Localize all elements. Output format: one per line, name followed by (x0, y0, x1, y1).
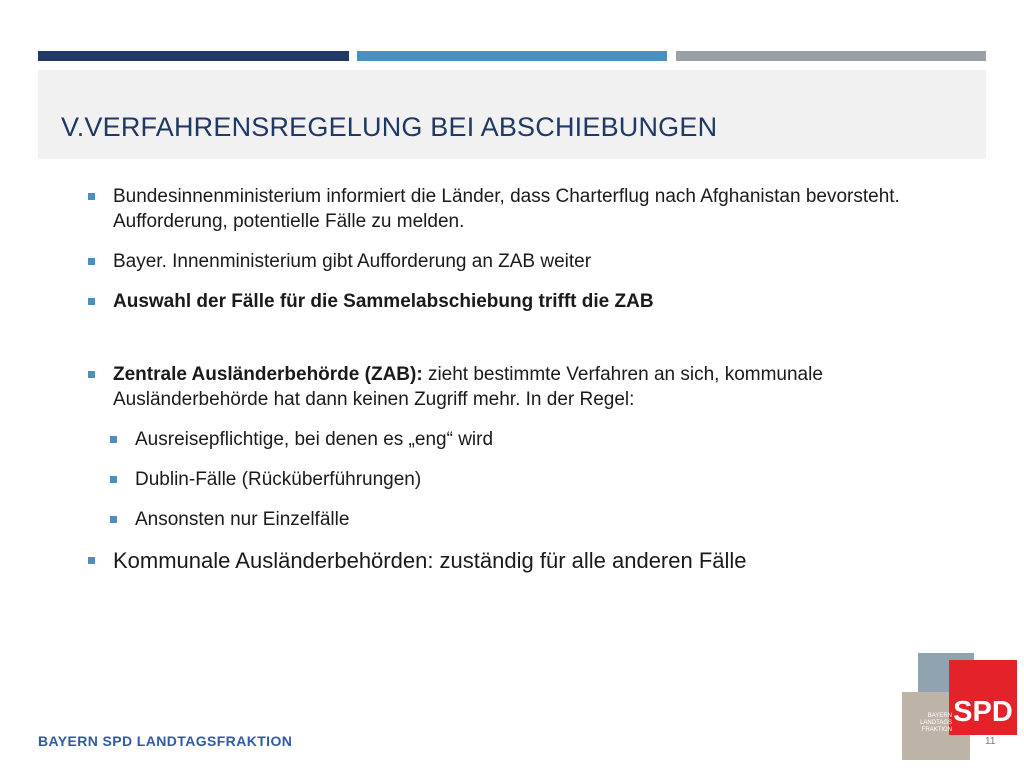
bullet-text: Auswahl der Fälle für die Sammelabschiebung trifft die ZAB (113, 291, 654, 312)
logo-caption-line: FRAKTION (921, 727, 952, 733)
logo-caption-line: LANDTAGS (920, 720, 952, 726)
bullet-list (86, 184, 946, 575)
bullet-square-icon (88, 557, 95, 564)
bullet-square-icon (110, 516, 117, 523)
bullet-square-icon (110, 436, 117, 443)
bullet-square-icon (110, 476, 117, 483)
bullet-text: Bayer. Innenministerium gibt Aufforderung an ZAB weiter (113, 251, 592, 272)
page-number: 11 (985, 736, 996, 747)
bullet-text: Bundesinnenministerium informiert die Länder, dass Charterflug nach Afghanistan bevorsteht. Aufforderung, potentielle Fälle zu melden. (113, 186, 900, 232)
slide-title: V.VERFAHRENSREGELUNG BEI ABSCHIEBUNGEN (61, 112, 718, 142)
sub-bullet-item (108, 507, 946, 532)
bullet-item (86, 289, 946, 314)
title-box (38, 70, 986, 159)
bullet-square-icon (88, 193, 95, 200)
bullet-text: Ansonsten nur Einzelfälle (135, 509, 350, 530)
header-bar-blue (357, 51, 667, 61)
bullet-text: Ausreisepflichtige, bei denen es „eng“ wird (135, 429, 494, 450)
bullet-item (86, 249, 946, 274)
bullet-text: Dublin-Fälle (Rücküberführungen) (135, 469, 422, 490)
sub-bullet-item (108, 467, 946, 492)
spd-logo-mark: SPD (949, 660, 1017, 735)
bullet-text: Kommunale Ausländerbehörden: zuständig für alle anderen Fälle (113, 548, 747, 573)
header-bar-dark (38, 51, 349, 61)
header-bar-grey (676, 51, 986, 61)
bullet-item (86, 184, 946, 234)
bullet-item (86, 362, 946, 412)
bullet-square-icon (88, 298, 95, 305)
bullet-item (86, 547, 946, 575)
logo-caption (908, 713, 952, 734)
bullet-text: zieht bestimmte Verfahren an sich, kommunale Ausländerbehörde hat dann keinen Zugriff mehr. In der Regel: (113, 364, 823, 410)
footer-label: BAYERN SPD LANDTAGSFRAKTION (38, 733, 293, 749)
bullet-bold-text: Zentrale Ausländerbehörde (ZAB): (113, 364, 423, 385)
sub-bullet-item (108, 427, 946, 452)
logo-caption-line: BAYERN (927, 713, 952, 719)
bullet-square-icon (88, 258, 95, 265)
bullet-square-icon (88, 371, 95, 378)
